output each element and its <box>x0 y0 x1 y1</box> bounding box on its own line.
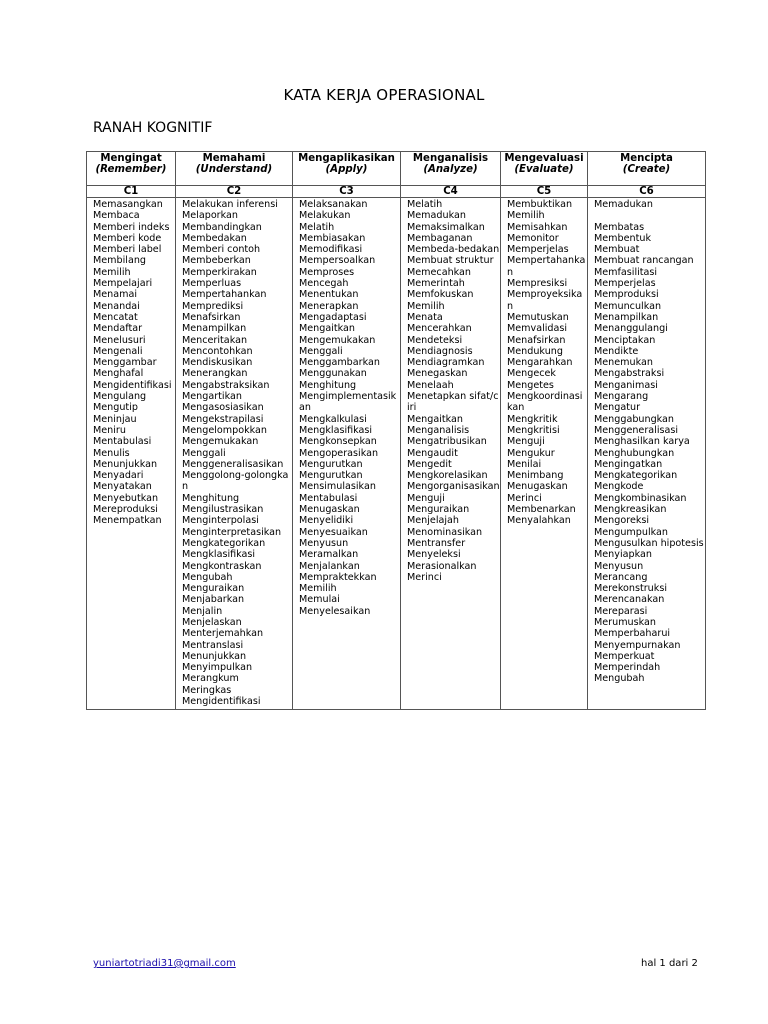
verb-item: Memaksimalkan <box>407 221 485 233</box>
verb-item: Mengklasifikasi <box>182 549 256 561</box>
verb-item: Memproduksi <box>594 289 659 301</box>
verb-item: Menguraikan <box>182 583 245 595</box>
column-code-c6: C6 <box>588 186 706 198</box>
verb-item: Menjelajah <box>407 515 459 527</box>
verb-item: Menegaskan <box>407 368 468 380</box>
table-header-row <box>87 152 706 186</box>
verb-item: Memodifikasi <box>299 244 363 256</box>
verb-item: Memilih <box>299 583 337 595</box>
verb-item: Mensimulasikan <box>299 481 376 493</box>
verb-item: Melaporkan <box>182 210 238 222</box>
verb-item: Mentabulasi <box>93 436 152 448</box>
verb-item: Memutuskan <box>507 311 569 323</box>
column-code-c4: C4 <box>401 186 501 198</box>
verb-item: Meramalkan <box>299 549 359 561</box>
verb-item: Menandai <box>93 300 140 312</box>
verb-item: Mengoreksi <box>594 515 650 527</box>
verb-item: Mengedit <box>407 458 452 470</box>
verb-item: Mengkalkulasi <box>299 413 367 425</box>
verb-item: Menempatkan <box>93 515 162 527</box>
verb-item: Mengurutkan <box>299 470 363 482</box>
verb-item: Memperkuat <box>594 650 655 662</box>
verb-item: Membaca <box>93 210 140 222</box>
verb-item: Mendiskusikan <box>182 357 253 369</box>
verb-item: Mendiagramkan <box>407 357 485 369</box>
verb-item: Mengadaptasi <box>299 311 367 323</box>
verb-list-c5 <box>501 198 588 710</box>
verb-item: Menggunakan <box>299 368 367 380</box>
verb-item: Merinci <box>507 492 542 504</box>
verb-item: Menjelaskan <box>182 616 242 628</box>
verb-item: Menyelesaikan <box>299 605 371 617</box>
verb-item: Memilih <box>507 210 545 222</box>
verb-item: Mengabstraksi <box>594 368 665 380</box>
verb-item: Menganalisis <box>407 424 470 436</box>
verb-item: Menggali <box>182 447 226 459</box>
verb-item: Mendiagnosis <box>407 345 473 357</box>
verb-item: Memperkirakan <box>182 266 257 278</box>
footer-email-link[interactable]: yuniartotriadi31@gmail.com <box>93 958 236 969</box>
verb-item: Menelaah <box>407 379 454 391</box>
verb-item: Membenarkan <box>507 504 576 516</box>
column-code-c1: C1 <box>87 186 176 198</box>
verb-item: Mengarang <box>594 391 649 403</box>
verb-item: Menyeleksi <box>407 549 461 561</box>
verb-item: Membeberkan <box>182 255 251 267</box>
verb-item: Membilang <box>93 255 146 267</box>
page-title: KATA KERJA OPERASIONAL <box>283 86 485 104</box>
verb-item: Menjalin <box>182 605 223 617</box>
verb-item: Menunjukkan <box>93 458 158 470</box>
column-header-c5: Mengevaluasi (Evaluate) <box>501 152 588 186</box>
verb-item: Mengabstraksikan <box>182 379 270 391</box>
verb-item: Mendikte <box>594 345 639 357</box>
verb-item: Menyalahkan <box>507 515 571 527</box>
verb-item: Menampilkan <box>594 311 659 323</box>
verb-item: Melatih <box>407 199 443 210</box>
verb-item: Menugaskan <box>299 504 360 516</box>
verb-list-c4 <box>401 198 501 710</box>
verb-item: Mengkontraskan <box>182 560 262 572</box>
verb-table <box>86 151 706 710</box>
verb-item: Membuktikan <box>507 199 573 210</box>
verb-item: Memasangkan <box>93 199 163 210</box>
verb-item: Memproses <box>299 266 355 278</box>
verb-item: Memperjelas <box>594 278 656 290</box>
verb-list-c3 <box>293 198 401 710</box>
verb-item: Menunjukkan <box>182 650 247 662</box>
verb-item: Membuat <box>594 244 640 256</box>
verb-item: Menjalankan <box>299 560 360 572</box>
verb-item: Mentabulasi <box>299 492 358 504</box>
verb-item: Mengkreasikan <box>594 504 667 516</box>
verb-item: Mengimplementasikan <box>299 391 397 414</box>
verb-item: Menciptakan <box>594 334 656 346</box>
verb-item: Membedakan <box>182 232 247 244</box>
footer-page-number: hal 1 dari 2 <box>641 958 698 969</box>
verb-item: Mengetes <box>507 379 554 391</box>
verb-item: Mengkritisi <box>507 424 560 436</box>
verb-item: Meringkas <box>182 684 232 696</box>
table-code-row <box>87 186 706 198</box>
verb-item: Memprediksi <box>182 300 244 312</box>
column-code-c2: C2 <box>176 186 293 198</box>
verb-item: Menghafal <box>93 368 144 380</box>
verb-item: Mencontohkan <box>182 345 253 357</box>
verb-item: Menerangkan <box>182 368 248 380</box>
verb-item: Memvalidasi <box>507 323 568 335</box>
verb-item: Menyatakan <box>93 481 152 493</box>
verb-item: Menerapkan <box>299 300 359 312</box>
verb-item: Menentukan <box>299 289 359 301</box>
verb-item: Mengubah <box>594 673 645 685</box>
verb-item: Mempresiksi <box>507 278 568 290</box>
verb-item: Mengumpulkan <box>594 526 668 538</box>
verb-item: Menghasilkan karya <box>594 436 690 448</box>
verb-item: Merasionalkan <box>407 560 477 572</box>
verb-item: Menginterpretasikan <box>182 526 282 538</box>
verb-item: Mengaitkan <box>407 413 464 425</box>
verb-item: Mempertahankan <box>507 255 586 278</box>
verb-item: Menggali <box>299 345 343 357</box>
column-header-c4: Menganalisis (Analyze) <box>401 152 501 186</box>
verb-item: Mengusulkan hipotesis <box>594 537 704 549</box>
verb-list-c6 <box>588 198 706 710</box>
verb-item: Merekonstruksi <box>594 583 667 595</box>
verb-item: Merinci <box>407 571 442 583</box>
verb-item: Mencegah <box>299 278 349 290</box>
verb-item: Mengubah <box>182 571 233 583</box>
verb-item: Menyusun <box>594 560 644 572</box>
verb-item: Menguraikan <box>407 504 470 516</box>
verb-item: Mentransfer <box>407 537 466 549</box>
verb-item: Mempertahankan <box>182 289 267 301</box>
verb-item: Mengarahkan <box>507 357 573 369</box>
verb-item: Memperjelas <box>507 244 569 256</box>
verb-item: Mengemukakan <box>299 334 376 346</box>
verb-item: Memberi indeks <box>93 221 170 233</box>
verb-item: Memilih <box>407 300 445 312</box>
verb-item: Menemukan <box>594 357 653 369</box>
verb-item: Mengoperasikan <box>299 447 379 459</box>
verb-item: Memerintah <box>407 278 465 290</box>
verb-item: Mencatat <box>93 311 138 323</box>
verb-item: Memfasilitasi <box>594 266 658 278</box>
verb-item: Mengkategorikan <box>594 470 678 482</box>
verb-item: Menimbang <box>507 470 564 482</box>
verb-item: Meninjau <box>93 413 137 425</box>
verb-item: Mengelompokkan <box>182 424 267 436</box>
verb-item: Mentranslasi <box>182 639 244 651</box>
verb-item: Menampilkan <box>182 323 247 335</box>
verb-item: Memperluas <box>182 278 242 290</box>
verb-item: Mengekstrapilasi <box>182 413 264 425</box>
verb-item: Menghitung <box>299 379 357 391</box>
verb-item: Memonitor <box>507 232 559 244</box>
verb-item: Mereparasi <box>594 605 648 617</box>
verb-item: Menguji <box>507 436 545 448</box>
column-header-c1: Mengingat (Remember) <box>87 152 176 186</box>
verb-item: Mengartikan <box>182 391 242 403</box>
verb-item: Menggabungkan <box>594 413 675 425</box>
verb-item: Mengidentifikasi <box>93 379 172 391</box>
verb-item: Mempraktekkan <box>299 571 377 583</box>
verb-item: Mengidentifikasi <box>182 696 261 708</box>
verb-item: Menyiapkan <box>594 549 652 561</box>
verb-item: Mengenali <box>93 345 143 357</box>
verb-item: Mengkode <box>594 481 644 493</box>
verb-item: Memunculkan <box>594 300 662 312</box>
verb-item: Memproyeksikan <box>507 289 583 312</box>
verb-item: Membiasakan <box>299 232 366 244</box>
verb-item: Menafsirkan <box>507 334 566 346</box>
verb-item: Melaksanakan <box>299 199 368 210</box>
verb-item: Menamai <box>93 289 138 301</box>
verb-item: Mereproduksi <box>93 504 158 516</box>
verb-item: Menceritakan <box>182 334 248 346</box>
verb-item: Memberi kode <box>93 232 162 244</box>
verb-item: Membeda-bedakan <box>407 244 500 256</box>
verb-item: Merumuskan <box>594 616 656 628</box>
verb-item: Mengasosiasikan <box>182 402 264 414</box>
verb-item: Menyesuaikan <box>299 526 368 538</box>
verb-item: Menyebutkan <box>93 492 159 504</box>
verb-item: Menjabarkan <box>182 594 245 606</box>
verb-item: Menguji <box>407 492 445 504</box>
verb-item: Membaganan <box>407 232 473 244</box>
verb-item: Mengemukakan <box>182 436 259 448</box>
verb-item: Mengaudit <box>407 447 458 459</box>
verb-item: Mendeteksi <box>407 334 463 346</box>
verb-item: Menggolong-golongkan <box>182 470 289 493</box>
verb-item: Mengatribusikan <box>407 436 487 448</box>
column-header-c3: Mengaplikasikan (Apply) <box>293 152 401 186</box>
verb-item: Menata <box>407 311 443 323</box>
verb-item: Menggambarkan <box>299 357 380 369</box>
verb-item: Menggeneralisasikan <box>182 458 284 470</box>
verb-item: Membuat rancangan <box>594 255 694 267</box>
verb-item: Memperbaharui <box>594 628 671 640</box>
verb-item: Menelusuri <box>93 334 146 346</box>
list-gap <box>594 210 705 221</box>
verb-item: Memberi label <box>93 244 162 256</box>
verb-item: Menghubungkan <box>594 447 675 459</box>
verb-item: Memilih <box>93 266 131 278</box>
verb-item: Melatih <box>299 221 335 233</box>
verb-item: Mengkategorikan <box>182 537 266 549</box>
column-code-c3: C3 <box>293 186 401 198</box>
verb-item: Mengutip <box>93 402 138 414</box>
verb-item: Membentuk <box>594 232 651 244</box>
verb-item: Menugaskan <box>507 481 568 493</box>
verb-item: Membatas <box>594 221 645 233</box>
verb-item: Menulis <box>93 447 130 459</box>
verb-item: Menyelidiki <box>299 515 354 527</box>
verb-item: Mendaftar <box>93 323 143 335</box>
verb-item: Menganimasi <box>594 379 658 391</box>
verb-item: Menyusun <box>299 537 349 549</box>
verb-item: Memperindah <box>594 662 661 674</box>
verb-item: Mencerahkan <box>407 323 472 335</box>
verb-item: Mengkoordinasikan <box>507 391 583 414</box>
verb-item: Mengaitkan <box>299 323 356 335</box>
column-header-c2: Memahami (Understand) <box>176 152 293 186</box>
column-code-c5: C5 <box>501 186 588 198</box>
verb-list-c1 <box>87 198 176 710</box>
verb-item: Menilai <box>507 458 542 470</box>
verb-item: Mengecek <box>507 368 556 380</box>
verb-item: Memecahkan <box>407 266 472 278</box>
verb-item: Merangkum <box>182 673 239 685</box>
verb-item: Memulai <box>299 594 340 606</box>
verb-item: Mengorganisasikan <box>407 481 500 493</box>
verb-item: Menominasikan <box>407 526 483 538</box>
verb-item: Meniru <box>93 424 126 436</box>
verb-item: Mempelajari <box>93 278 153 290</box>
verb-item: Mengklasifikasi <box>299 424 373 436</box>
verb-item: Memberi contoh <box>182 244 261 256</box>
verb-item: Memadukan <box>407 210 466 222</box>
verb-item: Membuat struktur <box>407 255 494 267</box>
verb-item: Menyempurnakan <box>594 639 681 651</box>
verb-item: Menggambar <box>93 357 157 369</box>
verb-item: Mengkombinasikan <box>594 492 687 504</box>
verb-item: Merancang <box>594 571 648 583</box>
verb-item: Melakukan <box>299 210 351 222</box>
verb-item: Menghitung <box>182 492 240 504</box>
verb-item: Memfokuskan <box>407 289 474 301</box>
verb-item: Membandingkan <box>182 221 262 233</box>
verb-item: Mengingatkan <box>594 458 663 470</box>
verb-item: Merencanakan <box>594 594 665 606</box>
verb-item: Menanggulangi <box>594 323 668 335</box>
table-body-row <box>87 198 706 710</box>
verb-item: Mempersoalkan <box>299 255 376 267</box>
verb-item: Mendukung <box>507 345 563 357</box>
verb-item: Memadukan <box>594 199 653 210</box>
verb-item: Menggeneralisasi <box>594 424 679 436</box>
column-header-c6: Mencipta (Create) <box>588 152 706 186</box>
verb-item: Mengukur <box>507 447 555 459</box>
verb-item: Mengilustrasikan <box>182 504 264 516</box>
verb-item: Mengkorelasikan <box>407 470 488 482</box>
verb-item: Menyimpulkan <box>182 662 253 674</box>
verb-item: Menafsirkan <box>182 311 241 323</box>
verb-item: Mengatur <box>594 402 641 414</box>
verb-item: Melakukan inferensi <box>182 199 278 210</box>
verb-item: Memisahkan <box>507 221 568 233</box>
section-subtitle: RANAH KOGNITIF <box>93 120 213 136</box>
verb-item: Mengurutkan <box>299 458 363 470</box>
verb-item: Menyadari <box>93 470 144 482</box>
verb-item: Mengkritik <box>507 413 558 425</box>
verb-item: Menginterpolasi <box>182 515 259 527</box>
verb-item: Mengkonsepkan <box>299 436 377 448</box>
verb-item: Menetapkan sifat/ciri <box>407 391 499 414</box>
verb-list-c2 <box>176 198 293 710</box>
verb-item: Mengulang <box>93 391 147 403</box>
verb-item: Menterjemahkan <box>182 628 264 640</box>
